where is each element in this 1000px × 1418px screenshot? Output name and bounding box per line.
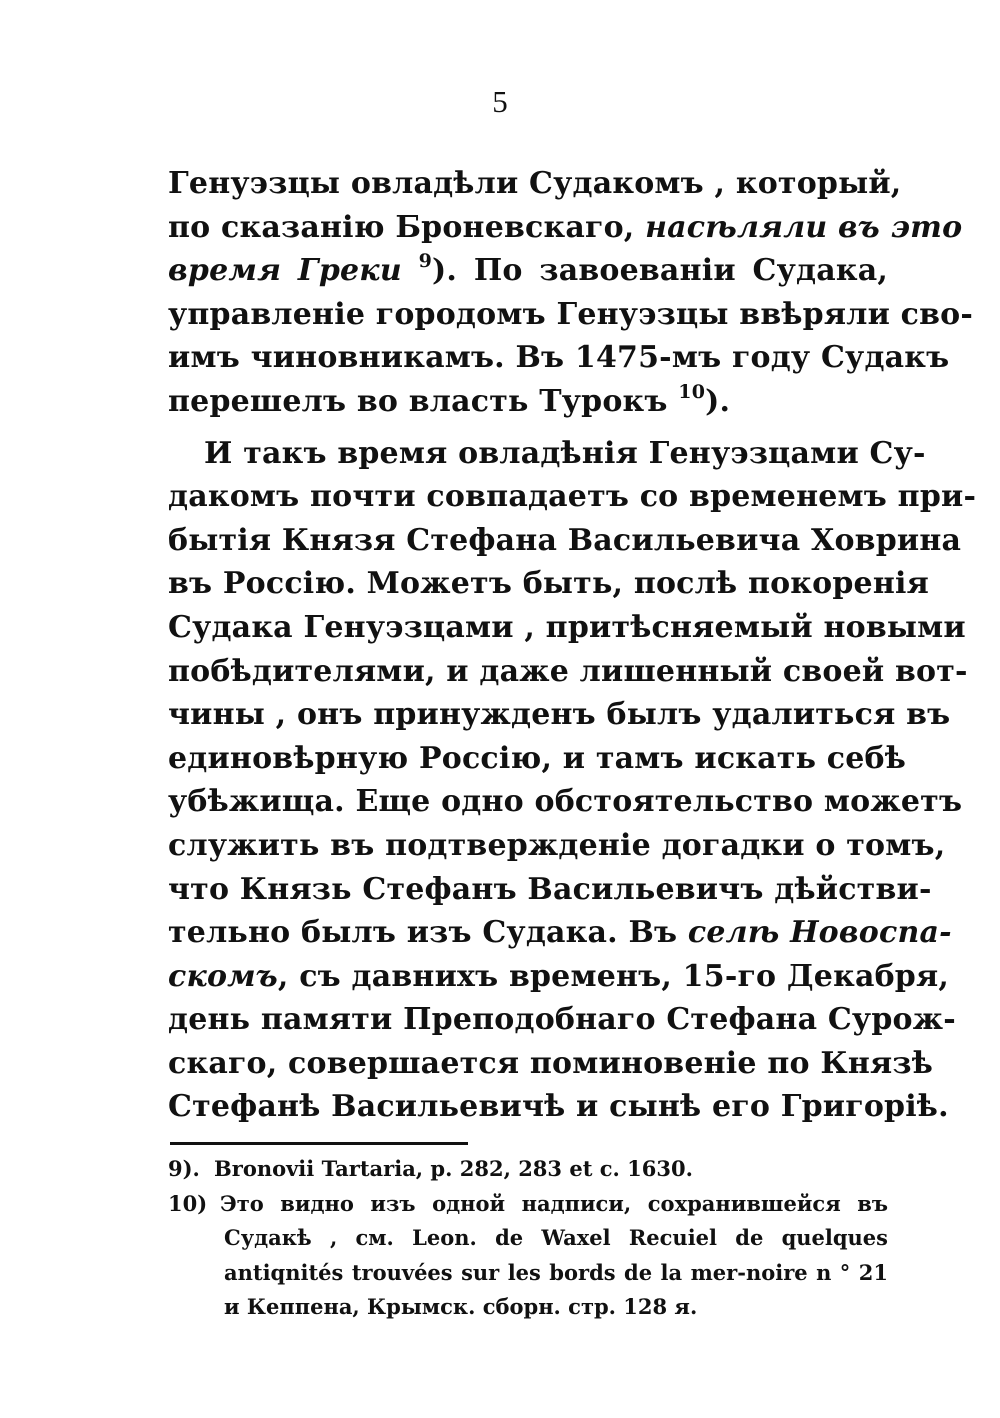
text-line (168, 432, 926, 476)
page-number: 5 (492, 84, 508, 119)
text-line (168, 380, 888, 424)
text-run: перешелъ во власть Турокъ (168, 383, 679, 419)
footnote-mark: 9). (168, 1156, 200, 1181)
text-line (168, 780, 963, 824)
text-run: единовѣрную Россію, и тамъ искать себѣ (168, 740, 907, 776)
text-line (168, 249, 888, 293)
text-line (168, 519, 962, 563)
text-line (168, 955, 949, 999)
footnotes (168, 1152, 888, 1325)
footnote-reference: 10 (678, 380, 706, 403)
text-run: бытія Князя Стефана Васильевича Ховрина (168, 522, 962, 558)
footnote (168, 1187, 888, 1325)
text-line (168, 475, 977, 519)
text-run: что Князь Стефанъ Васильевичъ дѣйстви- (168, 871, 932, 907)
text-line (168, 868, 932, 912)
text-run: Стефанѣ Васильевичѣ и сынѣ его Григоріѣ. (168, 1089, 949, 1125)
text-run: убѣжища. Еще одно обстоятельство можетъ (168, 784, 963, 820)
text-line (168, 336, 950, 380)
text-line (168, 998, 956, 1042)
text-line (168, 606, 966, 650)
text-run: ). (705, 383, 731, 419)
text-line (168, 737, 907, 781)
paragraph (168, 432, 977, 1130)
paragraph (168, 162, 974, 424)
footnote (168, 1152, 888, 1187)
text-run: день памяти Преподобнаго Стефана Сурож- (168, 1002, 956, 1038)
text-run: въ Россію. Можетъ быть, послѣ покоренія (168, 566, 929, 602)
text-run: дакомъ почти совпадаетъ со временемъ при- (168, 479, 977, 515)
text-line (168, 693, 951, 737)
text-run: тельно былъ изъ Судака. Въ (168, 915, 688, 951)
text-line (168, 293, 974, 337)
footnote-mark: 10) (168, 1190, 208, 1216)
text-line (168, 1085, 949, 1129)
italic-text: насѣляли въ это (645, 209, 963, 245)
italic-text: скомъ (168, 958, 278, 994)
footnote-line (168, 1187, 888, 1222)
paragraph-gap (168, 424, 888, 432)
text-line (168, 562, 929, 606)
text-line (168, 650, 968, 694)
footnote-text: Это видно изъ одной надписи, сохранившейся въ (220, 1190, 888, 1216)
footnote-line: antiqnités trouvées sur les bords de la mer-noire n ° 21 (224, 1259, 888, 1285)
text-run: Генуэзцы овладѣли Судакомъ , который, (168, 166, 902, 201)
text-line (168, 1042, 933, 1086)
text-run: управленіе городомъ Генуэзцы ввѣряли сво- (168, 296, 974, 332)
body-text (168, 162, 977, 1129)
text-run: И такъ время овладѣнія Генуэзцами Су- (204, 435, 926, 471)
text-run: по сказанію Броневскаго, (168, 209, 646, 245)
text-run: Судака Генуэзцами , притѣсняемый новыми (168, 609, 966, 645)
footnote-text: Bronovii Tartaria, p. 282, 283 et c. 1630. (214, 1156, 693, 1181)
footnote-line: и Кеппена, Крымск. сборн. стр. 128 я. (224, 1294, 698, 1319)
footnote-divider (170, 1142, 468, 1145)
text-run: скаго, совершается поминовеніе по Князѣ (168, 1045, 933, 1081)
footnote-line (168, 1152, 888, 1187)
text-run: служить въ подтвержденіе догадки о томъ, (168, 827, 946, 863)
text-line (168, 824, 946, 868)
text-run: чины , онъ принужденъ былъ удалиться въ (168, 697, 951, 733)
italic-text: селѣ Новоспа- (687, 915, 952, 951)
text-line (168, 162, 902, 206)
text-run: ). По завоеваніи Судака, (432, 253, 889, 289)
italic-text: время Греки (168, 253, 419, 289)
footnote-line: Судакѣ , см. Leon. de Waxel Recuiel de quelques (224, 1225, 888, 1250)
text-line (168, 911, 952, 955)
text-run: , съ давнихъ временъ, 15-го Декабря, (277, 958, 949, 994)
text-run: побѣдителями, и даже лишенный своей вот- (168, 653, 968, 689)
text-line (168, 206, 963, 250)
footnote-reference: 9 (418, 250, 433, 273)
text-run: имъ чиновникамъ. Въ 1475-мъ году Судакъ (168, 340, 950, 376)
